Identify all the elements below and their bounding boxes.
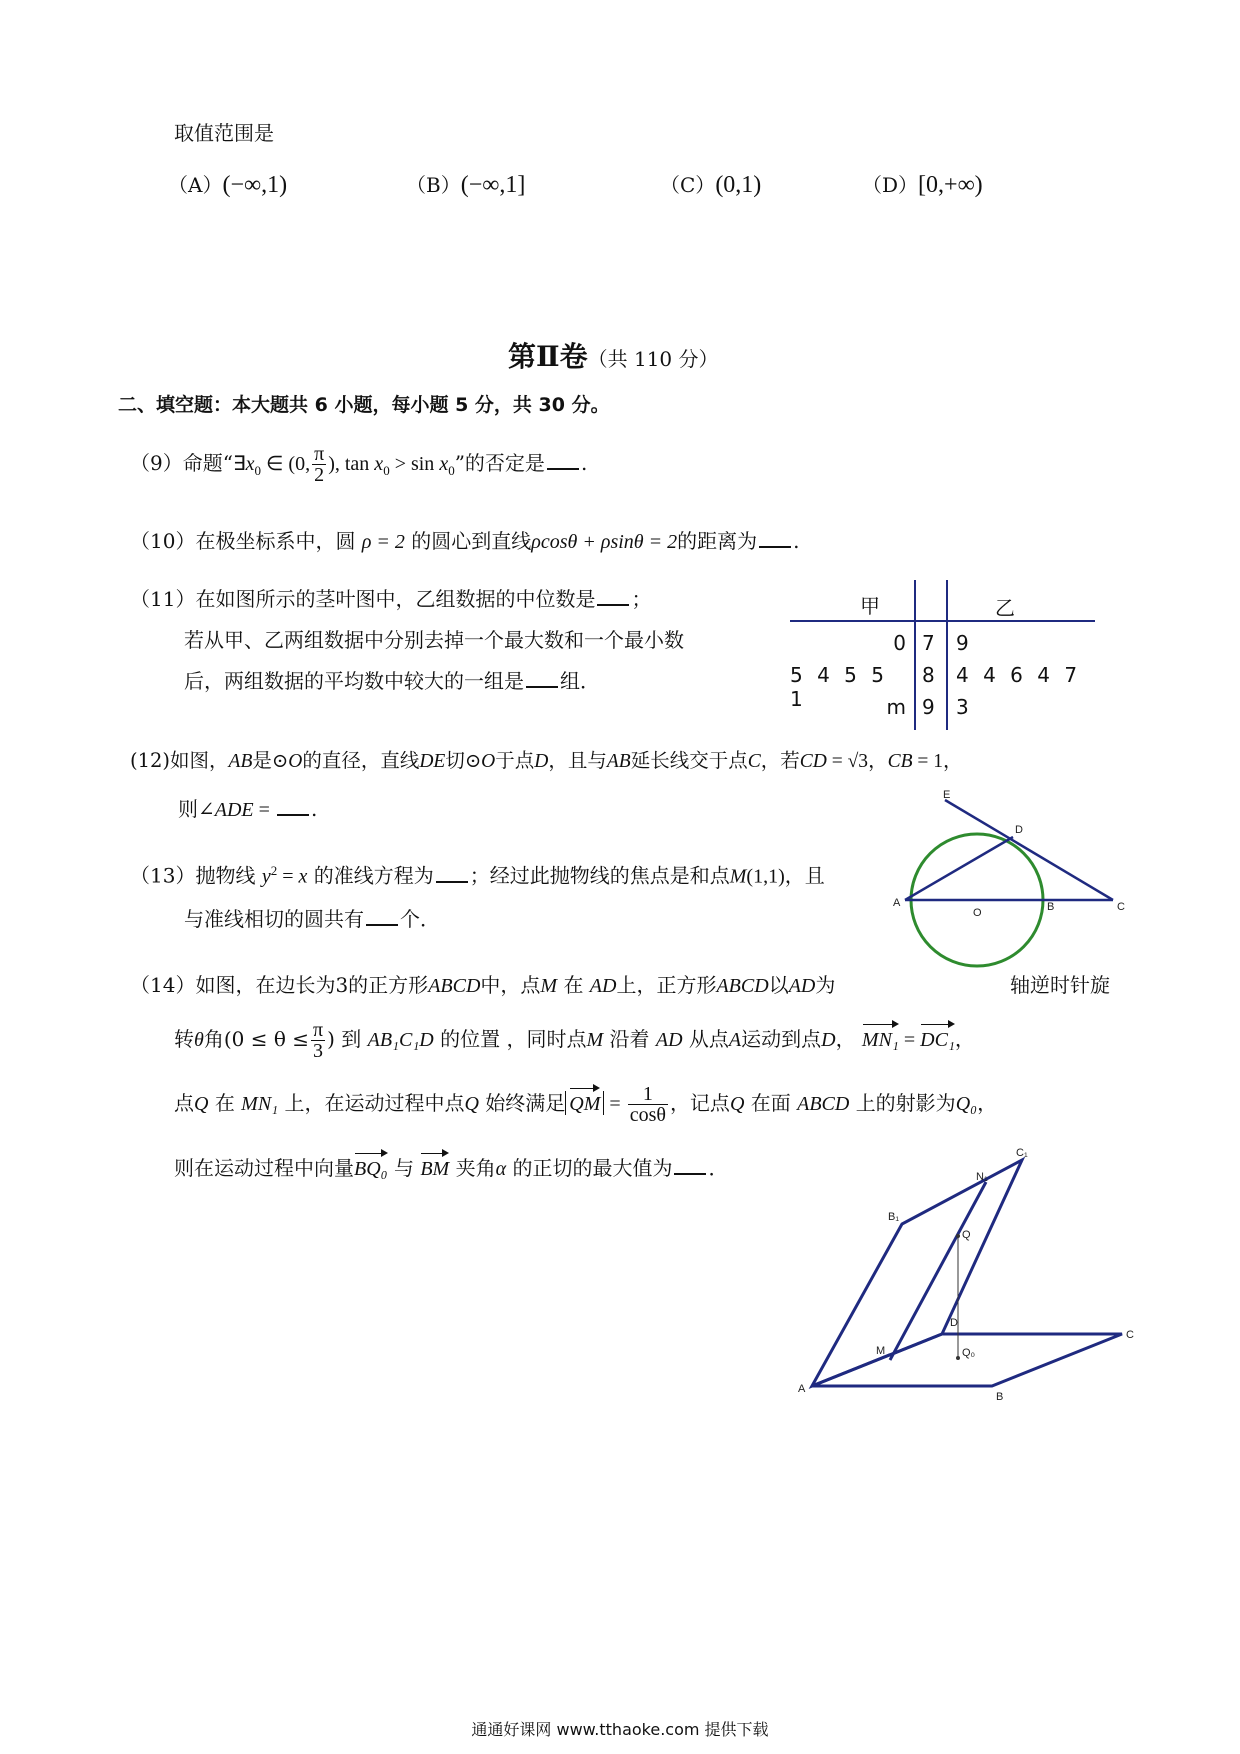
question-13-line2: 与准线相切的圆共有 个． xyxy=(184,907,440,931)
right-header: 乙 xyxy=(995,596,1015,620)
question-13-line1: （13）抛物线 $y^2 = x$ 的准线方程为 ；经过此抛物线的焦点是和点M(1,1)，且 xyxy=(130,863,825,888)
q13-count-blank[interactable] xyxy=(366,906,398,926)
q9-answer-blank[interactable] xyxy=(547,450,579,470)
left-header: 甲 xyxy=(860,594,880,618)
q8-tail-text: 取值范围是 xyxy=(174,121,274,145)
part-heading: 二、填空题：本大题共 6 小题，每小题 5 分，共 30 分。 xyxy=(118,394,610,416)
label-a: A xyxy=(798,1383,806,1395)
footer: 通通好课网 www.tthaoke.com 提供下载 xyxy=(471,1720,769,1739)
section-title-text: 第Ⅱ卷 xyxy=(508,340,588,373)
row2-right: 4 4 6 4 7 xyxy=(956,663,1082,687)
q8-option-a: （A）(−∞,1) xyxy=(168,172,288,198)
label-o: O xyxy=(973,907,982,919)
q11-median-blank[interactable] xyxy=(597,586,629,606)
q13-directrix-blank[interactable] xyxy=(436,863,468,883)
question-14-line1-tail: 轴逆时针旋 xyxy=(1010,973,1110,997)
label-b1: B₁ xyxy=(888,1211,900,1223)
stem-leaf-plot xyxy=(790,580,1100,730)
row2-left: 5 4 5 5 1 xyxy=(790,663,888,711)
label-c1: C₁ xyxy=(1016,1148,1028,1159)
stem-leaf-hline xyxy=(790,620,1095,622)
question-9: （9）命题“$\exists x_0$ ∈ (0, $\frac{\pi}{2}$ ), $\tan x_0 > \sin x_0$”的否定是 . xyxy=(130,443,588,486)
row3-left: m xyxy=(886,695,910,719)
point-q0 xyxy=(956,1356,960,1360)
label-q: Q xyxy=(962,1229,971,1241)
q14-answer-blank[interactable] xyxy=(674,1155,706,1175)
label-e: E xyxy=(943,790,951,801)
question-14-line1: （14）如图，在边长为3的正方形ABCD中，点M 在 AD上，正方形ABCD以AD为 xyxy=(130,973,836,997)
label-a: A xyxy=(893,897,901,909)
row3-stem: 9 xyxy=(922,695,935,719)
square-abcd xyxy=(812,1334,1122,1386)
q8-option-c: （C）(0,1) xyxy=(660,172,762,198)
q11-group-blank[interactable] xyxy=(526,668,558,688)
question-11-line3: 后，两组数据的平均数中较大的一组是 组． xyxy=(184,669,600,693)
q8-option-b: （B）(−∞,1] xyxy=(406,172,526,198)
question-14-line4: 则在运动过程中向量BQ₀ 与 BM 夹角α 的正切的最大值为 ． xyxy=(174,1152,728,1182)
row1-right: 9 xyxy=(956,631,973,655)
row1-left: 0 xyxy=(893,631,910,655)
rotating-square-figure xyxy=(790,1148,1150,1408)
label-m: M xyxy=(876,1345,886,1357)
question-14-line3: 点Q 在 MN₁ 上，在运动过程中点Q 始终满足 QM = $\frac{1}{\cos\theta}$ ，记点Q 在面 ABCD 上的射影为Q₀， xyxy=(174,1083,998,1126)
line-ad xyxy=(905,837,1013,900)
question-11-line1: （11）在如图所示的茎叶图中，乙组数据的中位数是 ； xyxy=(130,587,652,611)
label-c: C xyxy=(1126,1329,1134,1341)
label-c: C xyxy=(1117,901,1125,913)
section-title xyxy=(508,335,719,375)
row1-stem: 7 xyxy=(922,631,935,655)
label-b: B xyxy=(996,1391,1004,1403)
question-12-line1: (12)如图，AB是⊙O的直径，直线DE切⊙O于点D，且与AB延长线交于点C，若CD = √3，CB = 1， xyxy=(130,749,963,772)
point-q xyxy=(956,1234,960,1238)
label-d: D xyxy=(950,1317,958,1329)
label-b: B xyxy=(1047,901,1055,913)
label-q0: Q₀ xyxy=(962,1347,976,1359)
question-10: （10）在极坐标系中，圆 ρ = 2 的圆心到直线ρcosθ + ρsinθ = 2的距离为 . xyxy=(130,529,800,553)
question-14-line2: 转θ角(0 ≤ θ ≤ $\frac{\pi}{3}$ ) 到 AB₁C₁D 的位置 ，同时点M 沿着 AD 从点A运动到点D， MN₁ = DC₁， xyxy=(174,1019,975,1062)
line-ec xyxy=(945,800,1113,900)
label-n1: N₁ xyxy=(976,1171,988,1183)
stem-leaf-vline-right xyxy=(946,580,948,730)
question-12-line2: 则∠ADE = . xyxy=(178,797,318,821)
label-d: D xyxy=(1015,824,1023,836)
q8-option-d: （D）[0,+∞) xyxy=(862,172,983,198)
section-subtitle: （共 110 分） xyxy=(587,347,719,371)
q10-answer-blank[interactable] xyxy=(759,528,791,548)
row2-stem: 8 xyxy=(922,663,935,687)
q12-answer-blank[interactable] xyxy=(277,796,309,816)
circle-tangent-figure xyxy=(885,790,1135,980)
question-11-line2: 若从甲、乙两组数据中分别去掉一个最大数和一个最小数 xyxy=(184,628,684,652)
stem-leaf-vline-left xyxy=(914,580,916,730)
square-ab1c1d xyxy=(812,1160,1022,1386)
row3-right: 3 xyxy=(956,695,973,719)
